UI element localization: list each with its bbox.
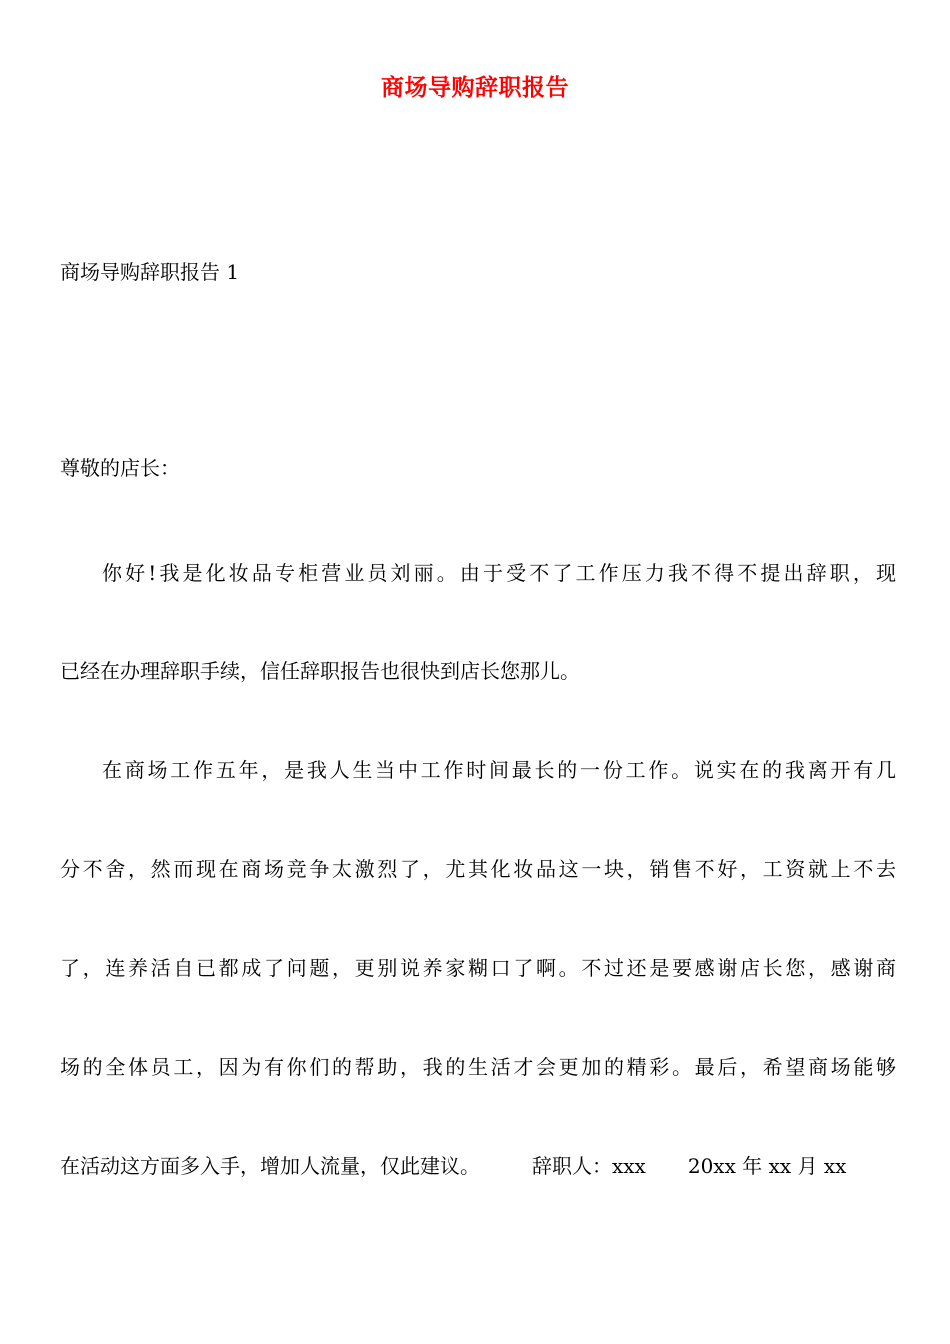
closing-sentence: 在活动这方面多入手，增加人流量，仅此建议。: [60, 1154, 480, 1178]
paragraph-2-line-3: 了，连养活自已都成了问题，更别说养家糊口了啊。不过还是要感谢店长您，感谢商: [60, 956, 896, 980]
date: 20xx 年 xx 月 xx: [687, 1154, 847, 1178]
document-title: 商场导购辞职报告: [381, 75, 569, 101]
salutation: 尊敬的店长：: [60, 456, 180, 480]
section-heading: 商场导购辞职报告 1: [60, 260, 240, 284]
paragraph-2-line-2: 分不舍，然而现在商场竞争太激烈了，尤其化妆品这一块，销售不好，工资就上不去: [60, 857, 896, 881]
paragraph-2-line-1: 在商场工作五年，是我人生当中工作时间最长的一份工作。说实在的我离开有几: [102, 758, 896, 782]
signature: 辞职人：xxx: [532, 1154, 646, 1178]
paragraph-2-line-4: 场的全体员工，因为有你们的帮助，我的生活才会更加的精彩。最后，希望商场能够: [60, 1055, 896, 1079]
paragraph-2-line-5: [60, 1151, 896, 1181]
paragraph-1-line-2: 已经在办理辞职手续，信任辞职报告也很快到店长您那儿。: [60, 659, 580, 683]
paragraph-1-line-1: 你好!我是化妆品专柜营业员刘丽。由于受不了工作压力我不得不提出辞职，现: [102, 561, 896, 585]
